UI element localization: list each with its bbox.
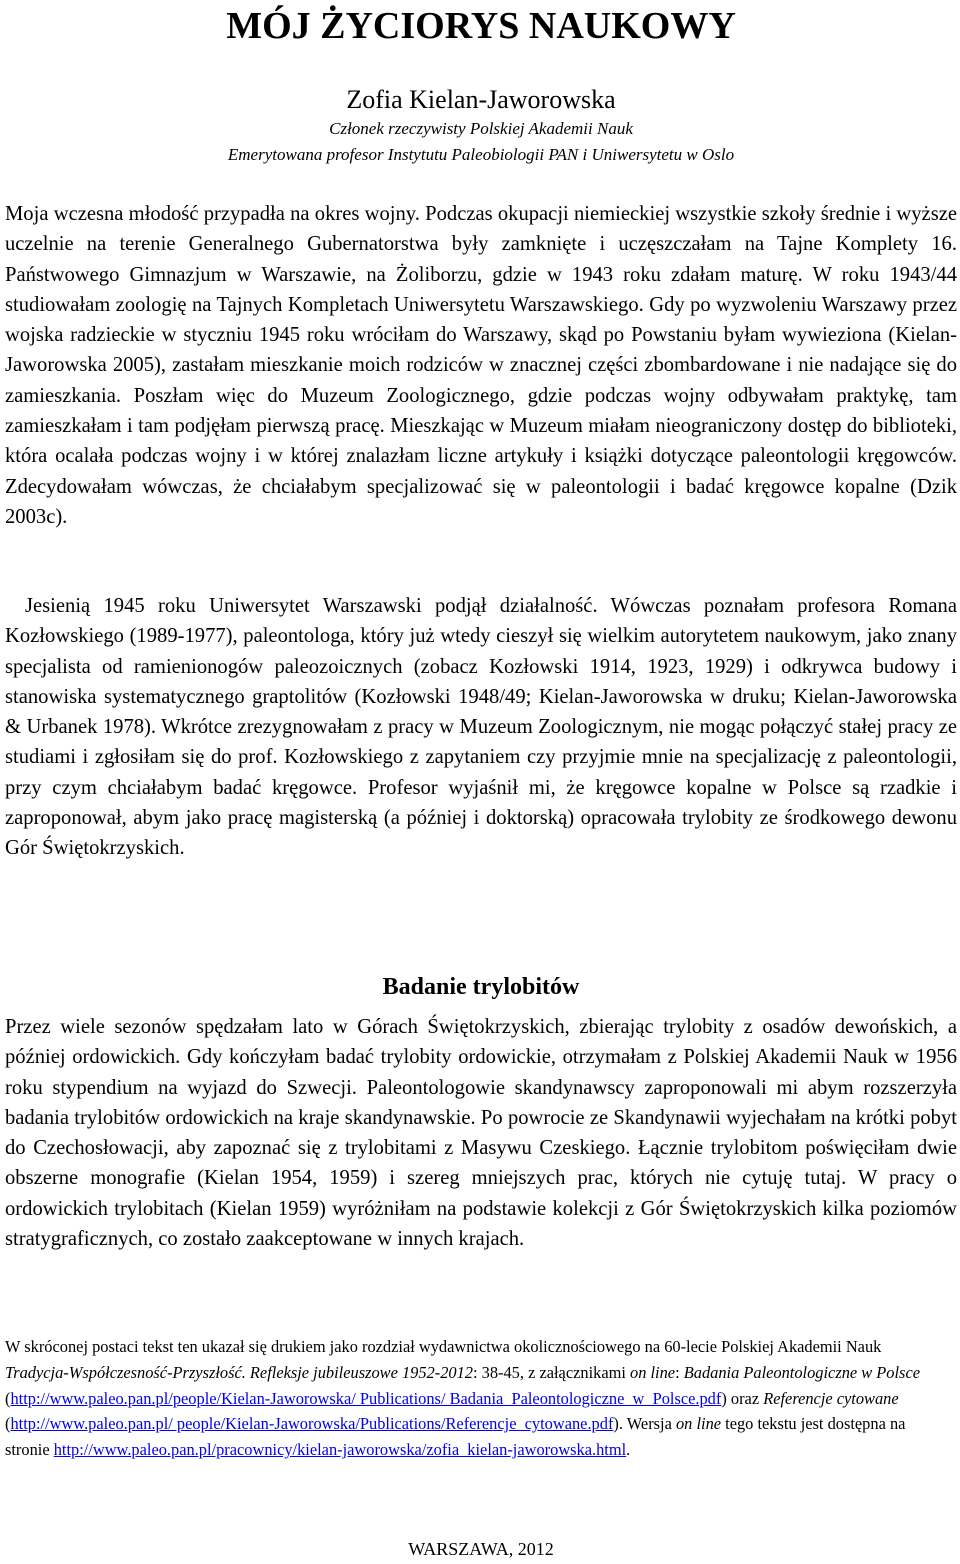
paragraph-university: Jesienią 1945 roku Uniwersytet Warszawski podjął działalność. Wówczas poznałam profesora Romana Kozłowskiego (1989-1977), paleontologa, który już wtedy cieszył się wielkim autorytetem naukowym, jako znany specjalista od ramienionogów paleozoicznych (zobacz Kozłowski 1914, 1923, 1929) i odkrywca budowy i stanowiska systematycznego graptolitów (Kozłowski 1948/49; Kielan-Jaworowska w druku; Kielan-Jaworowska & Urbanek 1978). Wkrótce zrezygnowałam z pracy w Muzeum Zoologicznym, nie mogąc połączyć stałej pracy ze studiami i zgłosiłam się do prof. Kozłowskiego z zapytaniem czy przyjmie mnie na specjalizację z paleontologii, przy czym chciałabym badać kręgowce. Profesor wyjaśnił mi, że kręgowce kopalne w Polsce są rzadkie i zaproponował, abym jako pracę magisterską (a później i doktorską) opracowała trylobity ze środkowego dewonu Gór Świętokrzyskich. — [5, 595, 957, 860]
note-text: . — [626, 1440, 631, 1460]
note-attachment-title: Referencje cytowane — [763, 1388, 899, 1408]
note-text: ( — [5, 1414, 11, 1434]
link-badania-pdf[interactable]: http://www.paleo.pan.pl/people/Kielan-Jaworowska/ Publications/ Badania_Paleontologiczne_w_Polsce.pdf — [10, 1388, 722, 1408]
note-online-label: on line — [630, 1362, 676, 1382]
paragraph-trilobites: Przez wiele sezonów spędzałam lato w Górach Świętokrzyskich, zbierając trylobity z osadów dewońskich, a później ordowickich. Gdy kończyłam badać trylobity ordowickie, otrzymałam z Polskiej Akademii Nauk w 1956 roku stypendium na wyjazd do Szwecji. Paleontologowie skandynawscy zaproponowali mi abym rozszerzyła badania trylobitów ordowickich na kraje skandynawskie. Po powrocie ze Skandynawii wyjechałam na krótki pobyt do Czechosłowacji, aby zapoznać się z trylobitami z Masywu Czeskiego. Łącznie trylobitom poświęciłam dwie obszerne monografie (Kielan 1954, 1959) i szereg mniejszych prac, których nie cytuję tutaj. W pracy o ordowickich trylobitach (Kielan 1959) wyróżniłam na podstawie kolekcji z Gór Świętokrzyskich kilka poziomów stratygraficznych, co zostało zaakceptowane w innych krajach. — [5, 1016, 957, 1251]
publication-note — [5, 1334, 940, 1463]
footer-place-date: WARSZAWA, 2012 — [408, 1539, 554, 1559]
paragraph-early-years: Moja wczesna młodość przypadła na okres wojny. Podczas okupacji niemieckiej wszystkie szkoły średnie i wyższe uczelnie na terenie Generalnego Gubernatorstwa były zamknięte i uczęszczałam na Tajne Komplety 16. Państwowego Gimnazjum w Warszawie, na Żoliborzu, gdzie w 1943 roku zdałam maturę. W roku 1943/44 studiowałam zoologię na Tajnych Kompletach Uniwersytetu Warszawskiego. Gdy po wyzwoleniu Warszawy przez wojska radzieckie w styczniu 1945 roku wróciłam do Warszawy, skąd po Powstaniu byłam wywieziona (Kielan-Jaworowska 2005), zastałam mieszkanie moich rodziców w znacznej części zbombardowane i nie nadające się do zamieszkania. Poszłam więc do Muzeum Zoologicznego, gdzie podczas wojny odbywałam praktykę, tam zamieszkałam i tam podjęłam pierwszą pracę. Mieszkając w Muzeum miałam nieograniczony dostęp do biblioteki, która ocalała podczas wojny i w której znalazłam liczne artykuły i książki dotyczące paleontologii kręgowców. Zdecydowałam wówczas, że chciałabym specjalizować się w paleontologii i badać kręgowce kopalne (Dzik 2003c). — [5, 203, 957, 528]
note-text: ) oraz — [721, 1388, 764, 1408]
document-title: MÓJ ŻYCIORYS NAUKOWY — [226, 5, 736, 47]
note-text: W skróconej postaci tekst ten ukazał się drukiem jako rozdział wydawnictwa okolicznościowego na 60-lecie Polskiej Akademii Nauk — [5, 1337, 882, 1356]
note-book-title: Tradycja-Współczesność-Przyszłość. Refleksje jubileuszowe 1952-2012 — [5, 1362, 473, 1382]
note-online-label: on line — [675, 1414, 722, 1434]
note-text: ). Wersja — [613, 1414, 676, 1434]
author-affiliation-1: Członek rzeczywisty Polskiej Akademii Nauk — [329, 119, 633, 138]
author-name: Zofia Kielan-Jaworowska — [346, 85, 616, 114]
link-online-version[interactable]: http://www.paleo.pan.pl/pracownicy/kielan-jaworowska/zofia_kielan-jaworowska.html — [53, 1440, 627, 1460]
link-referencje-pdf[interactable]: http://www.paleo.pan.pl/ people/Kielan-Jaworowska/Publications/Referencje_cytowane.pdf — [10, 1414, 614, 1434]
note-text: : — [675, 1362, 684, 1382]
section-heading: Badanie trylobitów — [382, 973, 580, 1000]
author-affiliation-2: Emerytowana profesor Instytutu Paleobiologii PAN i Uniwersytetu w Oslo — [227, 145, 735, 164]
note-text: : 38-45, z załącznikami — [472, 1362, 630, 1382]
note-attachment-title: Badania Paleontologiczne w Polsce — [683, 1362, 920, 1382]
note-text: tego tekstu jest dostępna na stronie — [5, 1414, 906, 1460]
note-text: ( — [5, 1388, 11, 1408]
